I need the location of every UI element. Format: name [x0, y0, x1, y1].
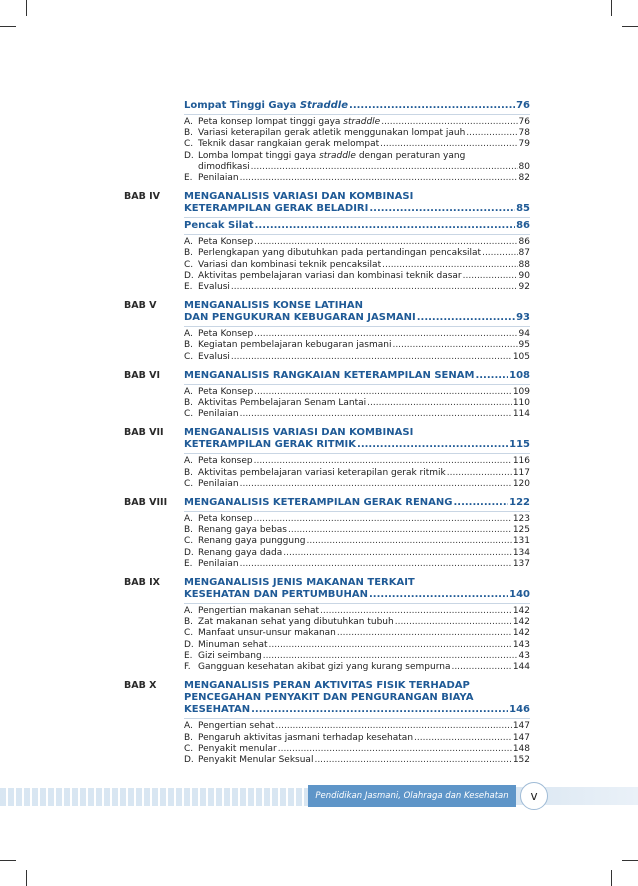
item-text: Peta konsep lompat tinggi gaya — [198, 117, 344, 127]
item-title: Renang gaya dada — [198, 547, 283, 558]
item-letter: C. — [184, 478, 194, 489]
chapter-entry — [124, 427, 530, 490]
item-letter: B. — [184, 732, 194, 743]
leader-dots — [254, 387, 512, 398]
toc-item[interactable] — [184, 329, 530, 340]
item-title — [198, 117, 380, 128]
chapter-heading[interactable] — [184, 427, 530, 451]
chapter-body — [184, 680, 530, 766]
leader-dots — [320, 606, 512, 617]
leader-dots — [240, 559, 512, 570]
item-page: 137 — [512, 558, 530, 569]
item-page: 152 — [512, 754, 530, 765]
item-title: Gangguan kesehatan akibat gizi yang kurang sempurna — [198, 662, 451, 673]
item-text: Lomba lompat tinggi gaya — [198, 150, 320, 161]
item-page: 88 — [518, 259, 530, 270]
chapter-heading[interactable] — [184, 300, 530, 324]
chapter-page: 122 — [509, 497, 530, 509]
toc-item[interactable] — [184, 248, 530, 259]
item-title — [198, 173, 239, 184]
chapter-heading-text: MENGANALISIS JENIS MAKANAN TERKAIT — [184, 577, 415, 589]
item-letter: C. — [184, 351, 194, 362]
toc-item[interactable] — [184, 536, 530, 547]
page-number: v — [520, 782, 548, 810]
chapter-heading[interactable] — [184, 191, 530, 215]
item-page: 79 — [518, 139, 530, 150]
leader-dots — [369, 589, 508, 601]
leader-dots — [369, 203, 515, 215]
chapter-heading-text: MENGANALISIS VARIASI DAN KOMBINASI — [184, 191, 414, 203]
leader-dots — [447, 468, 512, 479]
divider — [184, 234, 530, 235]
item-letter: B. — [184, 467, 194, 478]
chapter-label: BAB IX — [124, 577, 161, 589]
item-page: 125 — [512, 525, 530, 536]
toc-item[interactable] — [184, 352, 530, 363]
divider — [184, 384, 530, 385]
leader-dots — [231, 352, 512, 363]
chapter-heading[interactable] — [184, 370, 530, 382]
item-title: Gizi seimbang — [198, 650, 262, 661]
toc-item[interactable] — [184, 128, 530, 139]
item-title: Pengaruh aktivitas jasmani terhadap kesehatan — [198, 732, 414, 743]
leader-dots — [240, 479, 512, 490]
item-page: 147 — [512, 721, 530, 732]
chapter-heading-text: DAN PENGUKURAN KEBUGARAN JASMANI — [184, 312, 416, 324]
item-title: Peta Konsep — [198, 386, 254, 397]
toc-item[interactable] — [184, 398, 530, 409]
item-letter: E. — [184, 558, 193, 569]
toc-item[interactable] — [184, 340, 530, 351]
toc-item[interactable] — [184, 409, 530, 420]
item-page: 143 — [512, 639, 530, 650]
item-title: Variasi dan kombinasi teknik pencaksilat — [198, 259, 382, 270]
chapter-entry — [124, 191, 530, 293]
chapter-heading-text: MENGANALISIS PERAN AKTIVITAS FISIK TERHADAP — [184, 680, 470, 692]
item-title — [198, 128, 465, 139]
toc-item-line — [184, 162, 530, 173]
item-page: 87 — [518, 248, 530, 259]
item-page: 114 — [512, 409, 530, 420]
section-heading[interactable] — [184, 100, 530, 112]
item-page: 144 — [512, 662, 530, 673]
chapter-heading-text: KETERAMPILAN GERAK RITMIK — [184, 439, 357, 451]
item-title: Peta Konsep — [198, 237, 254, 248]
leader-dots — [381, 117, 517, 128]
leader-dots — [263, 651, 518, 662]
item-letter: C. — [184, 139, 194, 150]
chapter-heading-line — [184, 692, 530, 704]
table-of-contents — [124, 100, 530, 766]
divider — [184, 718, 530, 719]
item-page: 82 — [518, 173, 530, 184]
section-page: 76 — [516, 100, 530, 111]
chapter-heading-line — [184, 191, 530, 203]
item-title: Aktivitas Pembelajaran Senam Lantai — [198, 398, 367, 409]
item-title: Perlengkapan yang dibutuhkan pada pertandingan pencaksilat — [198, 248, 482, 259]
subsection-page: 86 — [516, 220, 530, 232]
item-title: Peta konsep — [198, 514, 253, 525]
item-letter: E. — [184, 650, 193, 661]
leader-dots — [251, 704, 508, 716]
leader-dots — [475, 370, 508, 382]
crop-mark — [622, 26, 638, 27]
item-title: Penilaian — [198, 409, 239, 420]
item-page: 92 — [518, 282, 530, 293]
toc-item[interactable] — [184, 548, 530, 559]
chapter-page: 108 — [509, 369, 530, 381]
item-text: dimodfikasi — [198, 161, 250, 172]
item-title: Renang gaya bebas — [198, 525, 287, 536]
leader-dots — [254, 456, 512, 467]
leader-dots — [306, 536, 511, 547]
chapter-heading-line — [184, 370, 530, 382]
toc-item[interactable] — [184, 117, 530, 128]
subsection-title: Pencak Silat — [184, 220, 254, 232]
item-title: Evalusi — [198, 351, 230, 362]
chapter-heading-text: PENCEGAHAN PENYAKIT DAN PENGURANGAN BIAYA — [184, 692, 474, 704]
toc-item[interactable] — [184, 468, 530, 479]
item-letter: C. — [184, 536, 194, 547]
item-letter: B. — [184, 398, 194, 409]
item-title — [198, 151, 530, 162]
toc-item[interactable] — [184, 617, 530, 628]
leader-dots — [254, 237, 517, 248]
crop-mark — [26, 870, 27, 886]
divider — [184, 326, 530, 327]
chapter-heading[interactable] — [184, 497, 530, 509]
chapter-entry — [124, 497, 530, 570]
chapter-label: BAB V — [124, 300, 157, 312]
leader-dots — [283, 548, 512, 559]
toc-item[interactable] — [184, 282, 530, 293]
toc-item[interactable] — [184, 139, 530, 150]
leader-dots — [463, 271, 518, 282]
leader-dots — [337, 628, 512, 639]
leader-dots — [240, 409, 512, 420]
crop-mark — [622, 860, 638, 861]
crop-mark — [611, 870, 612, 886]
chapter-heading-text: MENGANALISIS RANGKAIAN KETERAMPILAN SENAM — [184, 369, 475, 381]
chapter-label: BAB VIII — [124, 497, 168, 509]
chapter-entry — [124, 300, 530, 363]
item-letter: D. — [184, 754, 194, 765]
chapter-heading-line — [184, 203, 530, 215]
toc-intro-section — [184, 100, 530, 184]
toc-item[interactable] — [184, 733, 530, 744]
item-page: 94 — [518, 329, 530, 340]
toc-item[interactable] — [184, 744, 530, 755]
chapter-heading-line — [184, 589, 530, 601]
chapter-label: BAB VI — [124, 369, 161, 381]
chapter-heading-text: KESEHATAN — [184, 704, 251, 716]
toc-item[interactable] — [184, 173, 530, 184]
item-letter: C. — [184, 409, 194, 420]
item-page: 123 — [512, 514, 530, 525]
toc-item[interactable] — [184, 271, 530, 282]
item-letter: C. — [184, 259, 194, 270]
toc-item[interactable] — [184, 606, 530, 617]
item-letter: A. — [184, 386, 193, 397]
item-title: Penilaian — [198, 558, 239, 569]
item-page: 80 — [518, 161, 530, 172]
chapter-heading-line — [184, 427, 530, 439]
subsection-heading[interactable] — [184, 220, 530, 232]
leader-dots — [357, 439, 508, 451]
crop-mark — [26, 0, 27, 16]
chapter-body — [184, 370, 530, 421]
leader-dots — [240, 173, 518, 184]
chapter-heading[interactable] — [184, 577, 530, 601]
chapter-heading[interactable] — [184, 680, 530, 716]
chapter-heading-line — [184, 704, 530, 716]
section-title-italic: Straddle — [299, 100, 349, 111]
item-letter: B. — [184, 128, 194, 139]
toc-item[interactable] — [184, 514, 530, 525]
chapter-label: BAB VII — [124, 427, 164, 439]
toc-item[interactable] — [184, 640, 530, 651]
item-page: 142 — [512, 628, 530, 639]
leader-dots — [231, 282, 518, 293]
chapter-heading-line — [184, 312, 530, 324]
leader-dots — [453, 497, 508, 509]
divider — [184, 114, 530, 115]
item-title: Aktivitas pembelajaran variasi dan kombinasi teknik dasar — [198, 270, 462, 281]
leader-dots — [417, 312, 515, 324]
item-letter: F. — [184, 662, 191, 673]
toc-item[interactable] — [184, 662, 530, 673]
item-page: 43 — [518, 650, 530, 661]
crop-mark — [0, 860, 16, 861]
item-letter: E. — [184, 173, 193, 184]
toc-item[interactable] — [184, 237, 530, 248]
chapter-heading-text: MENGANALISIS KETERAMPILAN GERAK RENANG — [184, 497, 453, 509]
item-letter: A. — [184, 606, 193, 617]
leader-dots — [367, 398, 512, 409]
divider — [184, 217, 530, 218]
item-letter: B. — [184, 525, 194, 536]
chapter-heading-line — [184, 497, 530, 509]
item-page: 90 — [518, 270, 530, 281]
item-text: Penilaian — [198, 173, 239, 184]
item-page: 131 — [512, 536, 530, 547]
item-letter: D. — [184, 639, 194, 650]
toc-item[interactable] — [184, 387, 530, 398]
item-letter: C. — [184, 743, 194, 754]
item-page: 109 — [512, 386, 530, 397]
item-title: Pengertian sehat — [198, 721, 275, 732]
item-title: Pengertian makanan sehat — [198, 606, 320, 617]
chapter-entry — [124, 680, 530, 766]
toc-chapters — [124, 191, 530, 766]
item-letter: E. — [184, 282, 193, 293]
item-letter: A. — [184, 456, 193, 467]
item-title: Manfaat unsur-unsur makanan — [198, 628, 336, 639]
section-title-text: Lompat Tinggi Gaya — [184, 100, 300, 111]
leader-dots — [288, 525, 512, 536]
item-page: 142 — [512, 617, 530, 628]
toc-item[interactable] — [184, 628, 530, 639]
toc-item[interactable] — [184, 651, 530, 662]
item-page: 120 — [512, 478, 530, 489]
footer-stripe — [0, 788, 308, 806]
item-page: 147 — [512, 732, 530, 743]
item-letter: A. — [184, 117, 193, 127]
toc-item-wrap[interactable] — [184, 151, 530, 173]
item-page: 95 — [518, 340, 530, 351]
chapter-page: 140 — [509, 589, 530, 601]
item-title: Penilaian — [198, 478, 239, 489]
item-letter: A. — [184, 329, 193, 340]
chapter-page: 115 — [509, 439, 530, 451]
item-title: Minuman sehat — [198, 639, 268, 650]
leader-dots — [395, 617, 512, 628]
crop-mark — [0, 26, 16, 27]
item-title: Peta konsep — [198, 456, 253, 467]
item-letter: B. — [184, 617, 194, 628]
toc-item[interactable] — [184, 559, 530, 570]
toc-item[interactable] — [184, 721, 530, 732]
leader-dots — [349, 100, 515, 112]
chapter-heading-text: MENGANALISIS KONSE LATIHAN — [184, 300, 363, 312]
chapter-heading-line — [184, 577, 530, 589]
chapter-body — [184, 191, 530, 293]
chapter-entry — [124, 370, 530, 421]
item-page: 110 — [512, 398, 530, 409]
item-letter: C. — [184, 628, 194, 639]
chapter-heading-line — [184, 680, 530, 692]
item-title: Penyakit Menular Seksual — [198, 754, 314, 765]
item-title: Renang gaya punggung — [198, 536, 306, 547]
item-title: Peta Konsep — [198, 329, 254, 340]
item-title: Zat makanan sehat yang dibutuhkan tubuh — [198, 617, 394, 628]
chapter-page: 93 — [516, 312, 530, 324]
item-letter: D. — [184, 547, 194, 558]
item-page: 117 — [512, 467, 530, 478]
item-letter: B. — [184, 248, 194, 259]
chapter-heading-line — [184, 439, 530, 451]
leader-dots — [380, 139, 517, 150]
item-page: 105 — [512, 351, 530, 362]
leader-dots — [278, 744, 512, 755]
item-text: dengan peraturan yang — [355, 150, 466, 161]
leader-dots — [314, 755, 511, 766]
chapter-body — [184, 577, 530, 673]
leader-dots — [269, 640, 512, 651]
item-title: Penyakit menular — [198, 743, 277, 754]
leader-dots — [466, 128, 517, 139]
item-page: 86 — [518, 237, 530, 248]
item-text: Teknik dasar rangkaian gerak melompat — [198, 139, 380, 150]
item-letter: A. — [184, 237, 193, 248]
item-letter: D. — [184, 150, 194, 161]
item-text: Variasi keterapilan gerak atletik menggunakan lompat jauh — [198, 128, 466, 139]
toc-item[interactable] — [184, 456, 530, 467]
chapter-page: 146 — [509, 704, 530, 716]
leader-dots — [451, 662, 511, 673]
item-title: Evalusi — [198, 282, 230, 293]
divider — [184, 511, 530, 512]
item-page: 134 — [512, 547, 530, 558]
leader-dots — [251, 162, 518, 173]
section-title — [184, 100, 348, 112]
item-letter: B. — [184, 340, 194, 351]
toc-item[interactable] — [184, 525, 530, 536]
leader-dots — [254, 514, 512, 525]
leader-dots — [254, 329, 517, 340]
leader-dots — [482, 248, 517, 259]
item-title: Aktivitas pembelajaran variasi keterapilan gerak ritmik — [198, 467, 446, 478]
crop-mark — [611, 0, 612, 16]
chapter-heading-text: KETERAMPILAN GERAK BELADIRI — [184, 203, 369, 215]
divider — [184, 603, 530, 604]
item-page: 148 — [512, 743, 530, 754]
toc-item-line — [184, 151, 530, 162]
toc-item[interactable] — [184, 479, 530, 490]
item-title — [198, 139, 379, 150]
toc-item[interactable] — [184, 755, 530, 766]
item-letter: A. — [184, 721, 193, 732]
divider — [184, 453, 530, 454]
item-title: Kegiatan pembelajaran kebugaran jasmani — [198, 340, 392, 351]
item-page: 78 — [518, 128, 530, 139]
chapter-heading-text: KESEHATAN DAN PERTUMBUHAN — [184, 589, 368, 601]
item-page: 116 — [512, 456, 530, 467]
leader-dots — [255, 220, 515, 232]
chapter-page: 85 — [516, 203, 530, 215]
chapter-heading-text: MENGANALISIS VARIASI DAN KOMBINASI — [184, 427, 414, 439]
leader-dots — [414, 733, 512, 744]
chapter-entry — [124, 577, 530, 673]
chapter-label: BAB X — [124, 680, 157, 692]
leader-dots — [275, 721, 511, 732]
chapter-heading-line — [184, 300, 530, 312]
item-letter: D. — [184, 270, 194, 281]
item-text-italic: straddle — [319, 150, 356, 161]
item-page: 76 — [518, 117, 530, 127]
item-letter: A. — [184, 514, 193, 525]
footer-book-title: Pendidikan Jasmani, Olahraga dan Kesehatan — [308, 785, 516, 807]
chapter-body — [184, 300, 530, 363]
chapter-body — [184, 427, 530, 490]
leader-dots — [382, 260, 517, 271]
leader-dots — [392, 340, 517, 351]
toc-item[interactable] — [184, 260, 530, 271]
chapter-label: BAB IV — [124, 191, 161, 203]
chapter-body — [184, 497, 530, 570]
item-text-italic: straddle — [343, 117, 381, 127]
item-page: 142 — [512, 606, 530, 617]
